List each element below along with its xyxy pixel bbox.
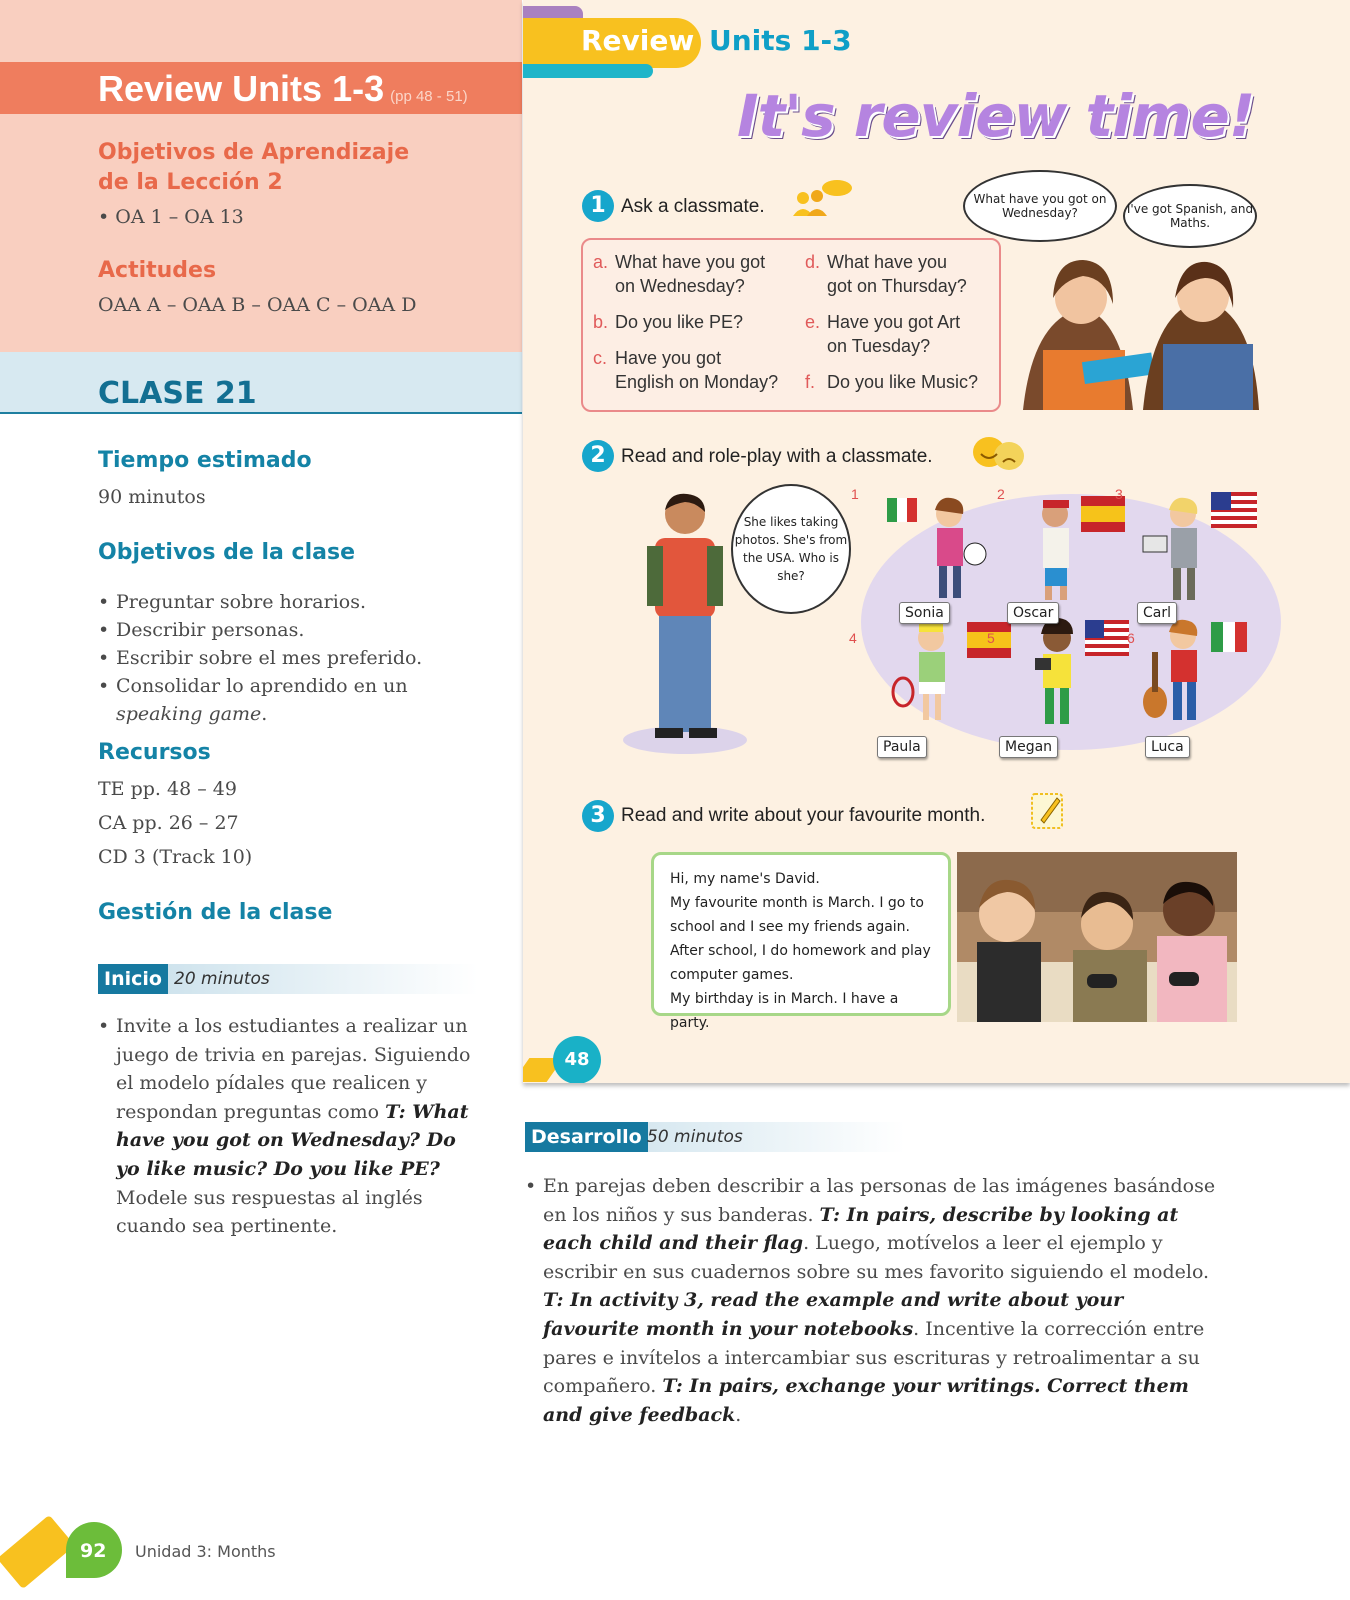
question-c: c. Have you got English on Monday? bbox=[593, 348, 779, 392]
inicio-time: 20 minutos bbox=[174, 969, 270, 989]
boy-speech-bubble: She likes taking photos. She's from the USA. Who is she? bbox=[731, 484, 851, 614]
book-page-number: 48 bbox=[553, 1036, 601, 1083]
recursos-heading: Recursos bbox=[98, 740, 211, 765]
question-f: f. Do you like Music? bbox=[805, 372, 979, 392]
question-b: b. Do you like PE? bbox=[593, 312, 744, 332]
question-a: a. What have you got on Wednesday? bbox=[593, 252, 766, 296]
questions-box bbox=[581, 238, 1001, 412]
character-number: 2 bbox=[997, 486, 1005, 502]
list-item: • Preguntar sobre horarios. bbox=[98, 588, 488, 616]
name-tag-luca: Luca bbox=[1145, 736, 1190, 758]
actitudes-heading: Actitudes bbox=[98, 258, 217, 283]
character-number: 1 bbox=[851, 486, 859, 502]
gestion-heading: Gestión de la clase bbox=[98, 900, 333, 925]
inicio-label: Inicio bbox=[98, 964, 168, 994]
desarrollo-label: Desarrollo bbox=[525, 1122, 648, 1152]
tiempo-text: 90 minutos bbox=[98, 486, 206, 508]
objclase-list bbox=[98, 588, 488, 728]
units-label: Units 1-3 bbox=[709, 24, 852, 57]
recurso-ca: CA pp. 26 – 27 bbox=[98, 812, 239, 834]
speech-bubble-question: What have you got on Wednesday? bbox=[963, 170, 1117, 242]
activity-3-instruction: Read and write about your favourite month. bbox=[621, 805, 986, 826]
name-tag-oscar: Oscar bbox=[1007, 602, 1059, 624]
pair-talk-icon bbox=[791, 178, 855, 218]
activity-1-number: 1 bbox=[582, 190, 614, 222]
footer-unit-text: Unidad 3: Months bbox=[135, 1542, 276, 1561]
character-number: 4 bbox=[849, 630, 857, 646]
recurso-cd: CD 3 (Track 10) bbox=[98, 846, 253, 868]
name-tag-sonia: Sonia bbox=[899, 602, 950, 624]
inicio-paragraph: • Invite a los estudiantes a realizar un juego de trivia en parejas. Siguiendo el modelo pídales que realicen y respondan preguntas como T: What have you got on Wednesday? Do yo like music? Do you like PE? Modele sus respuestas al inglés cuando sea pertinente. bbox=[98, 1015, 471, 1238]
list-item: • Consolidar lo aprendido en un speaking game. bbox=[98, 672, 488, 728]
footer-wedge bbox=[0, 1515, 75, 1589]
review-time-title: It's review time! bbox=[737, 82, 1255, 150]
learning-objectives-heading: Objetivos de Aprendizaje de la Lección 2 bbox=[98, 140, 410, 195]
boys-gaming-photo bbox=[957, 852, 1237, 1022]
character-number: 3 bbox=[1115, 486, 1123, 502]
footer-page-number: 92 bbox=[80, 1540, 107, 1562]
list-item: • Describir personas. bbox=[98, 616, 488, 644]
review-stripe bbox=[523, 64, 653, 78]
girls-reading-photo bbox=[1013, 238, 1263, 410]
character-number: 6 bbox=[1127, 630, 1135, 646]
actitudes-text: OAA A – OAA B – OAA C – OAA D bbox=[98, 294, 417, 316]
page-title: Review Units 1-3 (pp 48 - 51) bbox=[98, 68, 468, 109]
speech-bubble-answer: I've got Spanish, and Maths. bbox=[1123, 184, 1257, 248]
question-e: e. Have you got Art on Tuesday? bbox=[805, 312, 961, 356]
clase-band bbox=[0, 352, 522, 414]
name-tag-paula: Paula bbox=[877, 736, 927, 758]
activity-2-instruction: Read and role-play with a classmate. bbox=[621, 446, 933, 467]
purple-tab bbox=[523, 6, 583, 18]
question-d: d. What have you got on Thursday? bbox=[805, 252, 967, 296]
activity-3-number: 3 bbox=[582, 800, 614, 832]
review-label: Review bbox=[581, 24, 695, 57]
activity-1-instruction: Ask a classmate. bbox=[621, 196, 765, 217]
inicio-bar bbox=[98, 964, 478, 994]
name-tag-carl: Carl bbox=[1137, 602, 1177, 624]
role-play-masks-icon bbox=[971, 434, 1031, 474]
clase-title: CLASE 21 bbox=[98, 376, 257, 411]
name-tag-megan: Megan bbox=[999, 736, 1058, 758]
title-pages: (pp 48 - 51) bbox=[390, 88, 468, 105]
writing-example: Hi, my name's David. My favourite month is March. I go to school and I see my friends again. After school, I do homework and play computer games. My birthday is in March. I have a party. bbox=[651, 852, 951, 1016]
writing-icon bbox=[1029, 788, 1067, 832]
desarrollo-bar bbox=[525, 1122, 905, 1152]
oa-item: • OA 1 – OA 13 bbox=[98, 206, 244, 228]
student-book-page bbox=[523, 0, 1350, 1083]
activity-2-number: 2 bbox=[582, 440, 614, 472]
desarrollo-time: 50 minutos bbox=[647, 1127, 743, 1147]
character-number: 5 bbox=[987, 630, 995, 646]
objclase-heading: Objetivos de la clase bbox=[98, 540, 355, 565]
recurso-te: TE pp. 48 – 49 bbox=[98, 778, 237, 800]
list-item: • Escribir sobre el mes preferido. bbox=[98, 644, 488, 672]
tiempo-heading: Tiempo estimado bbox=[98, 448, 312, 473]
desarrollo-paragraph: • En parejas deben describir a las personas de las imágenes basándose en los niños y sus banderas. T: In pairs, describe by looking at each child and their flag. Luego, motívelos a leer el ejemplo y escribir en sus cuadernos sobre su mes favorito siguiendo el modelo. T: In activity 3, read the example and write about your favourite month in your notebooks. Incentive la corrección entre pares e invítelos a intercambiar sus escrituras y retroalimentar a su compañero. T: In pairs, exchange your writings. Correct them and give feedback. bbox=[525, 1175, 1216, 1426]
